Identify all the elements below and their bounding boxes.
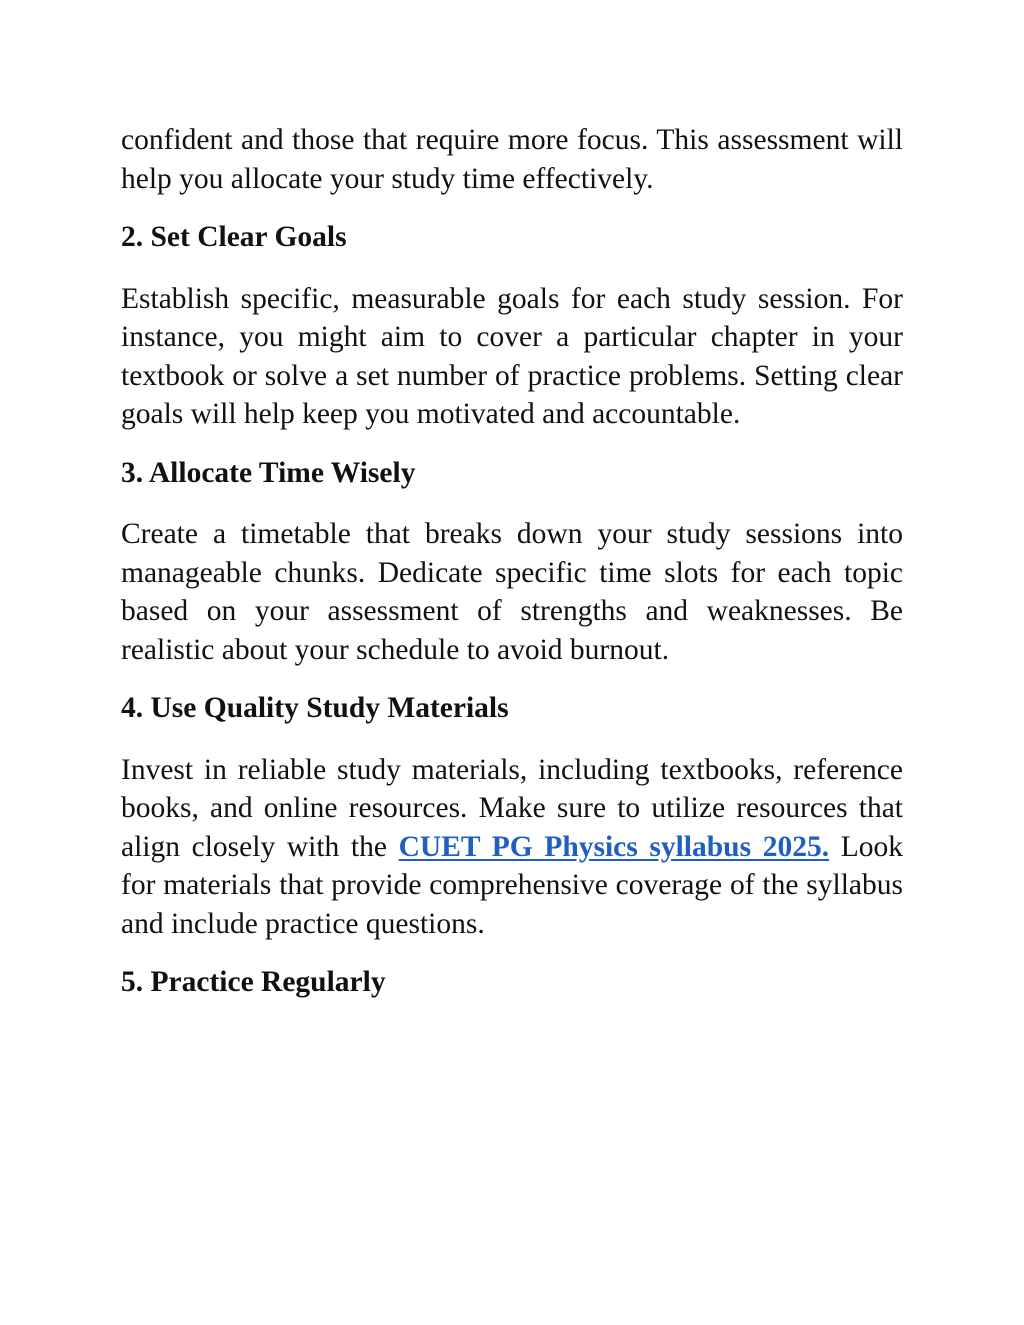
body-text-before-link: Invest in reliable study materials, including textbooks, reference books, and online resources. Make sure to utilize resources that align closely with the	[121, 753, 903, 863]
section-heading-set-clear-goals: 2. Set Clear Goals	[121, 221, 347, 253]
section-body-quality-materials	[121, 751, 903, 944]
document-page	[121, 121, 903, 1025]
syllabus-link[interactable]: CUET PG Physics syllabus 2025	[398, 830, 822, 863]
intro-paragraph: confident and those that require more focus. This assessment will help you allocate your study time effectively.	[121, 124, 903, 195]
section-body-allocate-time: Create a timetable that breaks down your study sessions into manageable chunks. Dedicate specific time slots for each topic based on your assessment of strengths and weaknesses. Be realistic about your schedule to avoid burnout.	[121, 518, 903, 666]
section-heading-quality-materials: 4. Use Quality Study Materials	[121, 692, 509, 724]
section-heading-practice-regularly: 5. Practice Regularly	[121, 966, 386, 998]
body-text-after-link: Look for materials that provide comprehensive coverage of the syllabus and include practice questions.	[121, 830, 903, 940]
section-heading-allocate-time: 3. Allocate Time Wisely	[121, 456, 416, 489]
syllabus-link-punctuation[interactable]: .	[821, 830, 830, 863]
section-body-set-clear-goals: Establish specific, measurable goals for each study session. For instance, you might aim to cover a particular chapter in your textbook or solve a set number of practice problems. Setting clear goals will help keep you motivated and accountable.	[121, 282, 903, 430]
